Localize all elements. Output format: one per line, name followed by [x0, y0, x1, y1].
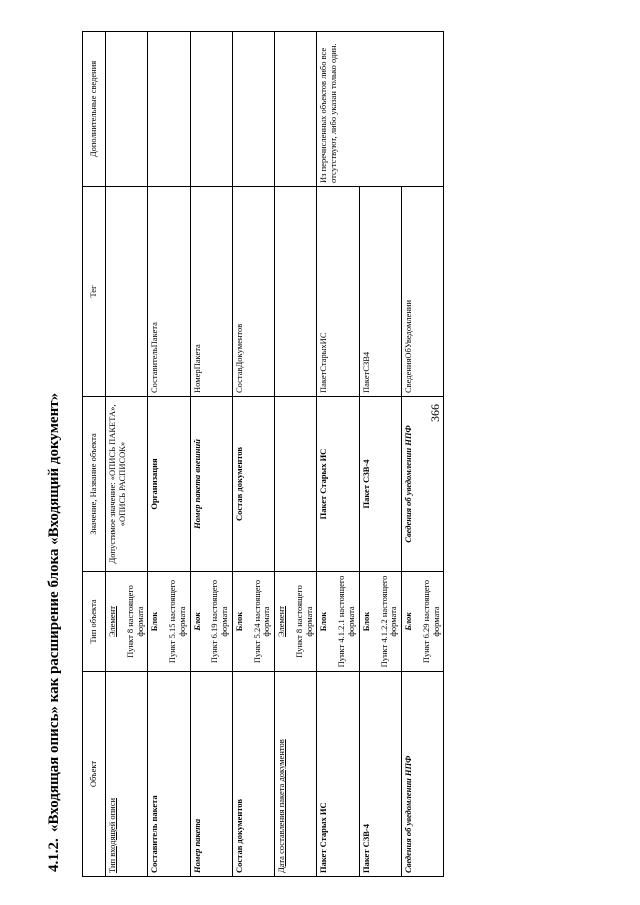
cell-type	[190, 572, 232, 672]
cell-value: Сведения об уведомлении НПФ	[402, 397, 444, 572]
section-number: 4.1.2.	[46, 838, 62, 872]
table-row	[106, 32, 148, 877]
type-kind: Блок	[403, 612, 414, 631]
cell-object: Сведения об уведомлении НПФ	[402, 672, 444, 877]
cell-object: Состав документов	[232, 672, 274, 877]
table-row	[275, 32, 317, 877]
cell-extra	[148, 32, 190, 187]
cell-value: Состав документов	[232, 397, 274, 572]
cell-value	[275, 397, 317, 572]
table-header-row	[83, 32, 106, 877]
cell-extra	[190, 32, 232, 187]
cell-object: Номер пакета	[190, 672, 232, 877]
type-kind: Блок	[233, 611, 244, 632]
table-row	[232, 32, 274, 877]
cell-object: Составитель пакета	[148, 672, 190, 877]
cell-extra	[232, 32, 274, 187]
cell-type	[317, 572, 359, 672]
cell-type	[232, 572, 274, 672]
header-value: Значение, Название объекта	[83, 397, 106, 572]
cell-tag: ПакетСтарыхИС	[317, 187, 359, 397]
cell-type	[402, 572, 444, 672]
object-table	[82, 31, 444, 877]
cell-value: Допустимое значение: «ОПИСЬ ПАКЕТА», «ОПИСЬ РАСПИСОК»	[106, 397, 148, 572]
type-ref: Пункт 8 настоящего формата	[293, 585, 314, 658]
type-ref: Пункт 5.15 настоящего формата	[167, 579, 187, 664]
cell-value: Пакет СЗВ-4	[359, 397, 401, 572]
cell-type	[106, 572, 148, 672]
cell-tag	[275, 187, 317, 397]
type-kind: Элемент	[107, 606, 117, 637]
cell-object: Тип входящей описи	[106, 672, 148, 877]
section-title: «Входящая опись» как расширение блока «Входящий документ»	[46, 392, 62, 832]
cell-value: Номер пакета внешний	[190, 397, 232, 572]
type-kind: Блок	[360, 611, 371, 632]
section-heading	[46, 12, 63, 872]
cell-object: Пакет Старых ИС	[317, 672, 359, 877]
cell-tag: СоставительПакета	[148, 187, 190, 397]
type-ref: Пункт 6.29 настоящего формата	[420, 579, 441, 664]
table-row	[317, 32, 359, 877]
cell-extra: Из перечисленных объектов либо все отсутствуют, либо указан только один.	[317, 32, 444, 187]
type-ref: Пункт 4.1.2.2 настоящего формата	[378, 575, 399, 668]
cell-extra	[106, 32, 148, 187]
cell-value: Организация	[148, 397, 190, 572]
page-number: 366	[428, 404, 442, 422]
cell-tag	[106, 187, 148, 397]
type-kind: Блок	[191, 612, 202, 631]
cell-tag: НомерПакета	[190, 187, 232, 397]
cell-type	[359, 572, 401, 672]
cell-type	[148, 572, 190, 672]
type-ref: Пункт 5.24 настоящего формата	[251, 579, 272, 664]
cell-tag: ПакетСЗВ4	[359, 187, 401, 397]
cell-tag: СоставДокументов	[232, 187, 274, 397]
cell-object: Дата составления пакета документов	[275, 672, 317, 877]
cell-tag: СведенияОбУведомлении	[402, 187, 444, 397]
cell-extra	[275, 32, 317, 187]
cell-value: Пакет Старых ИС	[317, 397, 359, 572]
table-row	[148, 32, 190, 877]
header-type: Тип объекта	[83, 572, 106, 672]
type-kind: Блок	[149, 611, 160, 632]
header-object: Объект	[83, 672, 106, 877]
type-kind: Элемент	[276, 606, 287, 637]
header-extra: Дополнительные сведения	[83, 32, 106, 187]
type-kind: Блок	[318, 611, 329, 632]
header-tag: Тег	[83, 187, 106, 397]
type-ref: Пункт 6.19 настоящего формата	[209, 579, 230, 664]
table-row	[190, 32, 232, 877]
type-ref: Пункт 8 настоящего формата	[124, 585, 145, 658]
cell-type	[275, 572, 317, 672]
cell-object: Пакет СЗВ-4	[359, 672, 401, 877]
type-ref: Пункт 4.1.2.1 настоящего формата	[336, 575, 357, 668]
